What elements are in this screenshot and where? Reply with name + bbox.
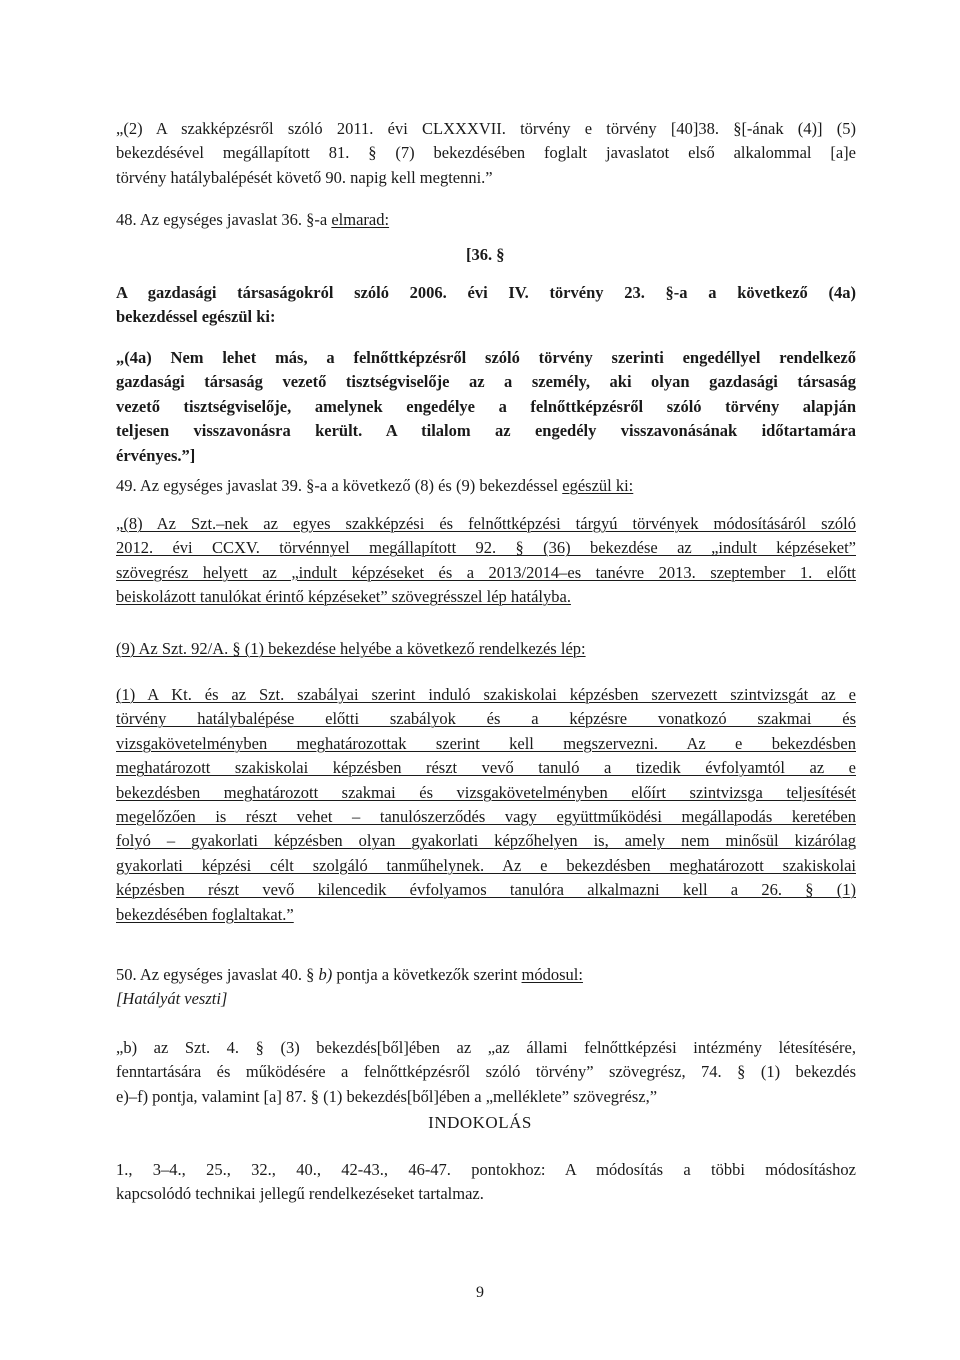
- item-50-point-b: b): [318, 965, 333, 984]
- item-48: [116, 208, 856, 232]
- text-line: megelőzően is részt vehet – tanulószerződés vagy együttműködési megállapodás keretében: [116, 806, 856, 826]
- text-line: 1., 3–4., 25., 32., 40., 42-43., 46-47. pontokhoz: A módosítás a többi módosításhoz: [116, 1160, 856, 1179]
- text-line: gazdasági társaság vezető tisztségviselője az a személy, aki olyan gazdasági társaság: [116, 372, 856, 392]
- text-line: (1) A Kt. és az Szt. szabályai szerint induló szakiskolai képzésben szervezett szintvizsgát az e: [116, 685, 856, 704]
- text-line: szövegrész helyett az „indult képzéseket és a 2013/2014–es tanévre 2013. szeptember 1. előtt: [116, 562, 856, 582]
- text-line: törvény hatálybalépése előtti szabályok és a képzésre vonatkozó szakmai és: [116, 709, 856, 729]
- text-line: vizsgakövetelményben meghatározottak szerint kell megszervezni. Az e bekezdésben: [116, 733, 856, 753]
- item-50-underlined: módosul:: [521, 965, 583, 984]
- text-line: 2012. évi CCXV. törvénnyel megállapított 92. § (36) bekezdése az „indult képzéseket”: [116, 538, 856, 558]
- text-line: „(2) A szakképzésről szóló 2011. évi CLXXXVII. törvény e törvény [40]38. §[-ának (4)] (5): [116, 119, 856, 138]
- section-heading: INDOKOLÁS: [428, 1113, 532, 1132]
- item-49-underlined: egészül ki:: [562, 476, 634, 495]
- paragraph-b: [116, 1036, 856, 1109]
- item-48-underlined: elmarad:: [331, 210, 390, 229]
- text-line: folyó – gyakorlati képzésben olyan gyakorlati képzőhelyen is, amely nem minősül kizárólag: [116, 831, 856, 851]
- paragraph-2: [116, 117, 856, 190]
- paragraph-8: [116, 512, 856, 610]
- amendment-intro: [116, 281, 856, 330]
- text-line: „(8) Az Szt.–nek az egyes szakképzési és felnőttképzési tárgyú törvények módosításáról szóló: [116, 514, 856, 533]
- text-line: bekezdésben meghatározott szakmai és vizsgakövetelményben előírt szintvizsga teljesítését: [116, 782, 856, 802]
- item-50: [116, 963, 856, 1012]
- text-line: teljesen visszavonásra került. A tilalom az engedély visszavonásának időtartamára: [116, 421, 856, 441]
- item-49-text: 49. Az egységes javaslat 39. §-a a következő (8) és (9) bekezdéssel: [116, 476, 563, 495]
- text-line: „(4a) Nem lehet más, a felnőttképzésről szóló törvény szerinti engedéllyel rendelkező: [116, 348, 856, 367]
- paragraph-1-kt: [116, 683, 856, 927]
- item-49: [116, 474, 856, 498]
- page-number: 9: [476, 1284, 484, 1301]
- item-48-text: 48. Az egységes javaslat 36. §-a: [116, 210, 332, 229]
- paragraph-4a: [116, 346, 856, 468]
- item-50-text-mid: pontja a következők szerint: [332, 965, 522, 984]
- text-line: bekezdésében foglaltakat.”: [116, 904, 294, 924]
- justification-text: [116, 1158, 856, 1207]
- item-50-text: 50. Az egységes javaslat 40. §: [116, 965, 319, 984]
- text-line: képzésben részt vevő kilencedik évfolyamos tanulóra alkalmazni kell a 26. § (1): [116, 880, 856, 900]
- text-line: (9) Az Szt. 92/A. § (1) bekezdése helyébe a következő rendelkezés lép:: [116, 639, 586, 658]
- text-line: bekezdésével megállapított 81. § (7) bekezdésében foglalt javaslatot első alkalommal [a]e: [116, 143, 856, 163]
- text-line: érvényes.”]: [116, 445, 196, 465]
- section-36-heading: [36. §: [466, 245, 505, 264]
- text-line: „b) az Szt. 4. § (3) bekezdés[ből]ében az „az állami felnőttképzési intézmény létesítésére,: [116, 1038, 856, 1057]
- text-line: beiskolázott tanulókat érintő képzéseket” szövegrésszel lép hatályba.: [116, 587, 571, 607]
- text-line: törvény hatálybalépését követő 90. napig kell megtenni.”: [116, 167, 493, 187]
- text-line: kapcsolódó technikai jellegű rendelkezéseket tartalmaz.: [116, 1184, 484, 1204]
- text-line: bekezdéssel egészül ki:: [116, 307, 276, 327]
- text-line: gyakorlati képzési célt szolgáló tanműhelynek. Az e bekezdésben meghatározott szakiskolai: [116, 855, 856, 875]
- text-line: meghatározott szakiskolai képzésben részt vevő tanuló a tizedik évfolyamtól az e: [116, 758, 856, 778]
- text-line: vezető tisztségviselője, amelynek engedélye a felnőttképzésről szóló törvény alapján: [116, 396, 856, 416]
- text-line: fenntartására és működésére a felnőttképzésről szóló törvény” szövegrész, 74. § (1) bekezdés: [116, 1062, 856, 1082]
- hatalyat-veszti: [Hatályát veszti]: [116, 989, 228, 1009]
- text-line: A gazdasági társaságokról szóló 2006. évi IV. törvény 23. §-a a következő (4a): [116, 283, 856, 302]
- paragraph-9: [116, 637, 856, 661]
- text-line: e)–f) pontja, valamint [a] 87. § (1) bekezdés[ből]ében a „melléklete” szövegrész,”: [116, 1086, 658, 1106]
